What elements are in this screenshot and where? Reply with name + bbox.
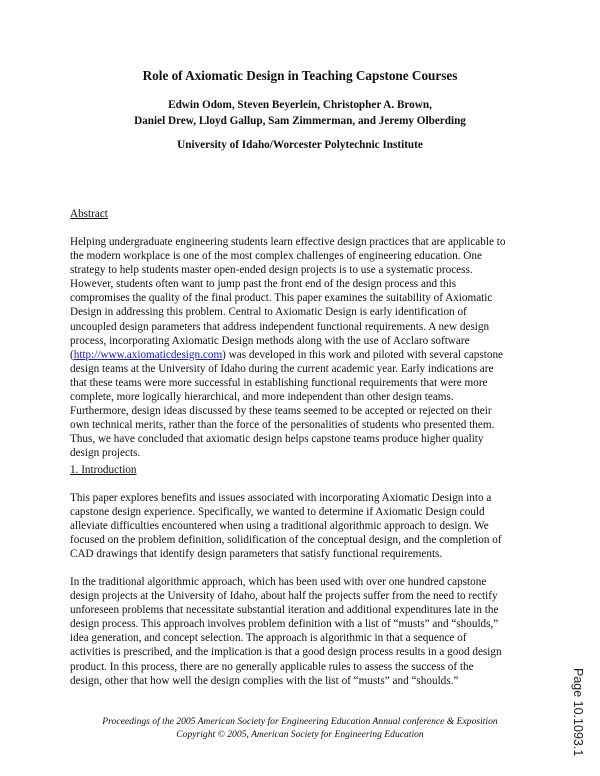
text-line: Thus, we have concluded that axiomatic design helps capstone teams produce higher quality [70, 433, 484, 446]
abstract-text [70, 235, 505, 461]
author-line: Edwin Odom, Steven Beyerlein, Christopher A. Brown, [168, 99, 432, 111]
text-line: own technical merits, rather than the force of the personalities of students who presented them. [70, 419, 495, 432]
page-number-label: Page 10.1093.1 [571, 668, 585, 757]
text-line: focused on the problem definition, solidification of the conceptual design, and the completion of [70, 534, 502, 547]
text-line: This paper explores benefits and issues associated with incorporating Axiomatic Design into a [70, 492, 492, 504]
text-line: idea generation, and concept selection. The approach is algorithmic in that a sequence of [70, 632, 467, 645]
text-line: complete, more logically hierarchical, and more independent than other design teams. [70, 391, 454, 404]
text-line: design process. This approach involves problem definition with a list of “musts” and “shoulds,” [70, 618, 499, 631]
author-list [0, 97, 600, 129]
text-line: strategy to help students master open-ended design projects is to use a systematic process. [70, 264, 473, 277]
link-prefix: ( [70, 348, 74, 361]
text-line: CAD drawings that identify design parameters that satisfy functional requirements. [70, 548, 443, 561]
text-line: unforeseen problems that necessitate substantial iteration and additional expenditures late in the [70, 604, 499, 617]
text-line: Furthermore, design ideas discussed by these teams seemed to be accepted or rejected on their [70, 405, 492, 418]
abstract-heading: Abstract [70, 208, 108, 220]
affiliation: University of Idaho/Worcester Polytechnic Institute [177, 139, 423, 151]
text-line: that these teams were more successful in establishing functional requirements that were more [70, 376, 488, 389]
text-line-with-link [70, 348, 505, 362]
text-line: However, students often want to jump past the front end of the design process and this [70, 278, 457, 291]
axiomatic-design-link[interactable]: http://www.axiomaticdesign.com [73, 348, 223, 361]
page-footer [0, 716, 600, 741]
text-line: design projects at the University of Idaho, about half the projects suffer from the need to rectify [70, 590, 498, 603]
text-line: design projects. [70, 447, 141, 460]
text-line: the modern workplace is one of the most complex challenges of engineering education. One [70, 250, 482, 263]
text-line: Design in addressing this problem. Central to Axiomatic Design is early identification of [70, 306, 467, 319]
paper-title: Role of Axiomatic Design in Teaching Capstone Courses [142, 68, 458, 83]
text-line: design, other that how well the design complies with the list of “musts” and “shoulds.” [70, 674, 459, 687]
link-suffix: ) was developed in this work and piloted with several capstone [222, 348, 504, 361]
footer-proceedings: Proceedings of the 2005 American Society for Engineering Education Annual conference & Exposition [102, 716, 498, 727]
author-line: Daniel Drew, Lloyd Gallup, Sam Zimmerman, and Jeremy Olberding [134, 115, 466, 127]
text-line: In the traditional algorithmic approach, which has been used with over one hundred capstone [70, 576, 487, 588]
text-line: activities is prescribed, and the implication is that a good design process results in a good design [70, 646, 502, 659]
footer-copyright: Copyright © 2005, American Society for Engineering Education [176, 728, 424, 740]
text-line: Helping undergraduate engineering students learn effective design practices that are applicable to [70, 236, 506, 248]
text-line: uncoupled design parameters that address independent functional requirements. A new design [70, 320, 490, 333]
text-line: compromises the quality of the final product. This paper examines the suitability of Axiomatic [70, 292, 493, 305]
text-line: product. In this process, there are no generally applicable rules to assess the success of the [70, 660, 474, 673]
text-line: process, incorporating Axiomatic Design methods along with the use of Acclaro software [70, 334, 470, 347]
introduction-paragraph-1 [70, 491, 502, 561]
text-line: alleviate difficulties encountered when using a traditional algorithmic approach to design. We [70, 520, 489, 533]
introduction-heading: 1. Introduction [70, 464, 137, 476]
introduction-paragraph-2 [70, 575, 502, 688]
text-line: capstone design experience. Specifically, we wanted to determine if Axiomatic Design could [70, 506, 485, 519]
text-line: design teams at the University of Idaho during the current academic year. Early indications are [70, 362, 494, 375]
